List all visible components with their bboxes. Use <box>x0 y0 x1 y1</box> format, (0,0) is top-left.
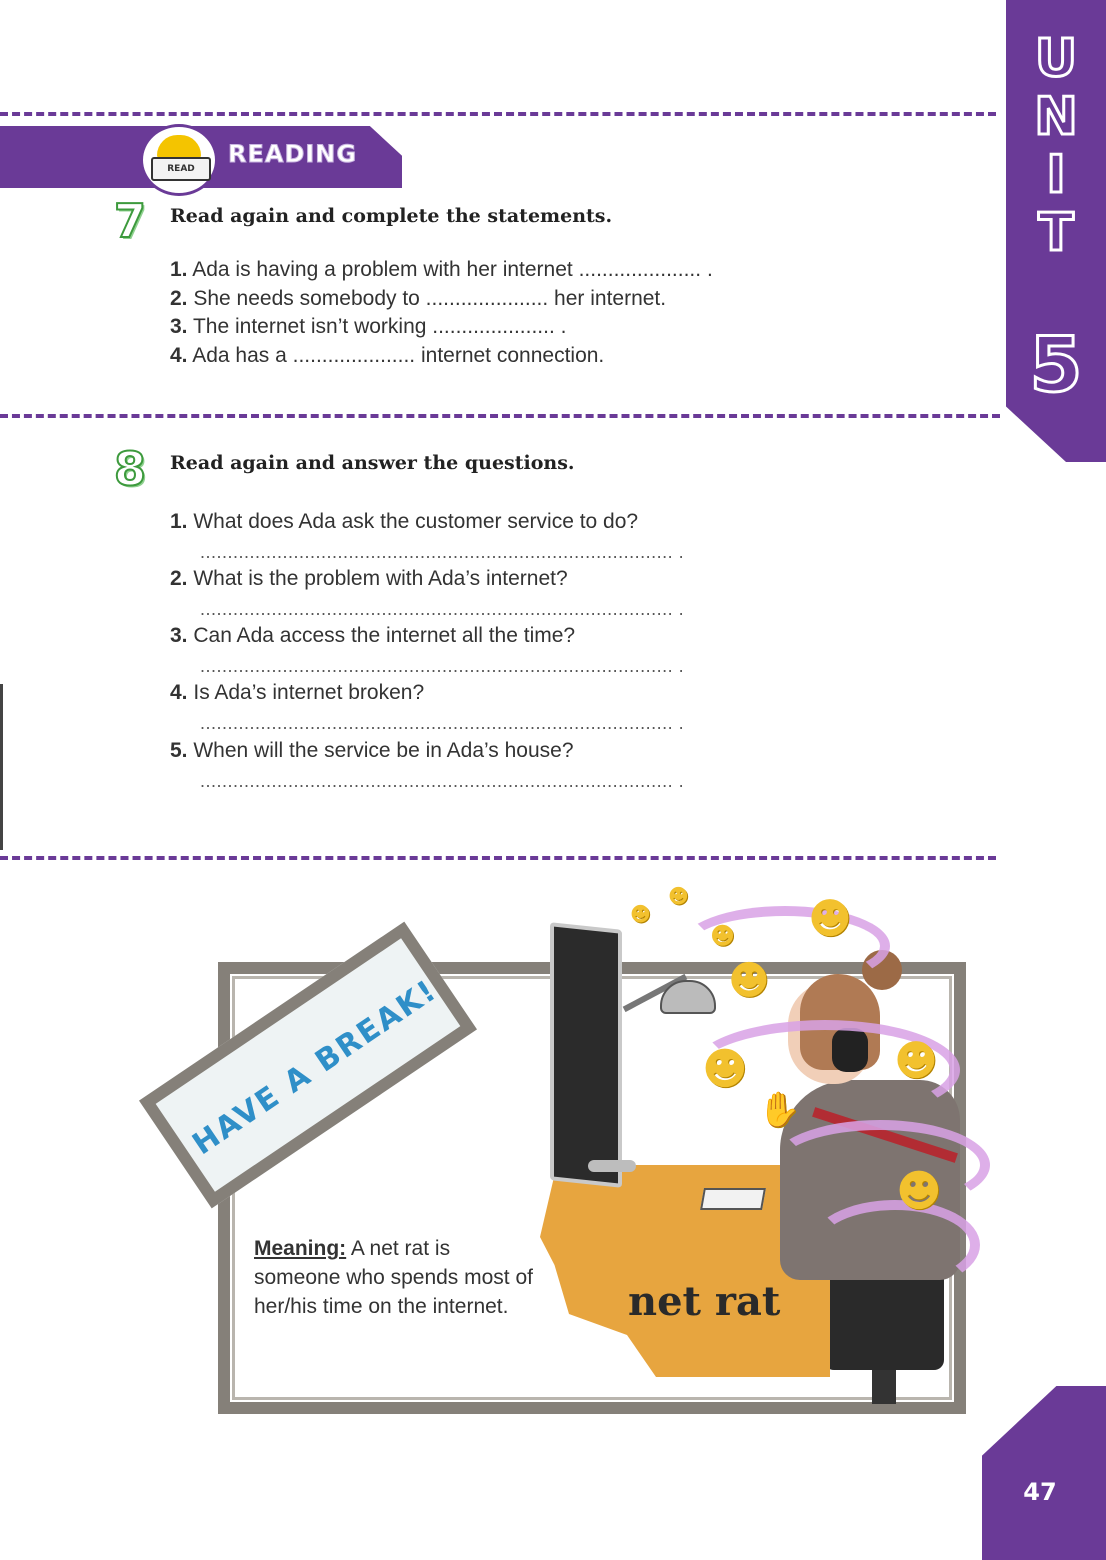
question-item <box>170 510 638 534</box>
question-item <box>170 567 568 591</box>
exercise-number: 8 <box>114 442 147 496</box>
item-number: 4. <box>170 344 188 367</box>
question-item <box>170 739 574 763</box>
section-title: READING <box>228 140 358 168</box>
statement-item <box>170 344 604 368</box>
answer-line: ...................................................................................... . <box>200 713 685 733</box>
meaning-text <box>254 1234 534 1321</box>
margin-rule <box>0 684 3 850</box>
item-text: What does Ada ask the customer service to do? <box>193 510 639 533</box>
halo-emoji-icon: ☻ <box>896 1166 942 1217</box>
middle-dashed-divider <box>0 414 1000 418</box>
emoji-swirl <box>810 1200 980 1290</box>
answer-line: ...................................................................................... . <box>200 771 685 791</box>
item-text: When will the service be in Ada’s house? <box>193 739 574 762</box>
item-number: 2. <box>170 567 188 590</box>
keyboard <box>700 1188 766 1210</box>
item-text: Ada is having a problem with her internet ..................... . <box>192 258 713 281</box>
monitor-stand <box>588 1160 636 1172</box>
answer-line: ...................................................................................... . <box>200 656 685 676</box>
item-number: 3. <box>170 315 188 338</box>
computer-monitor <box>550 922 622 1188</box>
idiom-label: net rat <box>628 1278 781 1325</box>
item-text: Ada has a ..................... internet connection. <box>192 344 605 367</box>
item-number: 1. <box>170 258 188 281</box>
unit-letter: I <box>1046 145 1066 205</box>
page-number: 47 <box>1023 1478 1057 1506</box>
unit-letter: N <box>1034 87 1078 147</box>
statement-item <box>170 315 566 339</box>
answer-line: ...................................................................................... . <box>200 542 685 562</box>
exercise-number: 7 <box>114 194 147 248</box>
item-text: Can Ada access the internet all the time? <box>193 624 576 647</box>
item-number: 2. <box>170 287 188 310</box>
question-item <box>170 681 424 705</box>
have-a-break-text: HAVE A BREAK! <box>186 972 444 1163</box>
exercise-instruction: Read again and answer the questions. <box>170 452 575 474</box>
item-number: 4. <box>170 681 188 704</box>
page-number-tab <box>982 1386 1106 1560</box>
lower-dashed-divider <box>0 856 996 860</box>
item-text: The internet isn’t working ..................... . <box>192 315 567 338</box>
item-number: 1. <box>170 510 188 533</box>
item-number: 3. <box>170 624 188 647</box>
chair-leg <box>872 1370 896 1404</box>
meaning-body: A net rat is someone who spends most of her/his time on the internet. <box>254 1237 533 1318</box>
question-item <box>170 624 575 648</box>
statement-item <box>170 287 666 311</box>
answer-line: ...................................................................................... . <box>200 599 685 619</box>
exercise-instruction: Read again and complete the statements. <box>170 205 613 227</box>
unit-letter: T <box>1038 203 1074 263</box>
unit-number: 5 <box>1029 320 1083 409</box>
hugging-emoji-icon: ☻ <box>702 1044 748 1095</box>
item-text: Is Ada’s internet broken? <box>193 681 425 704</box>
unit-letter: U <box>1034 29 1078 89</box>
unit-label <box>1006 30 1106 262</box>
emoji-swirl <box>770 1120 990 1210</box>
meaning-label: Meaning: <box>254 1237 347 1260</box>
statement-item <box>170 258 713 282</box>
clapping-emoji-icon: ✋ <box>758 1090 801 1130</box>
heart-eyes-emoji-icon: ☻ <box>668 884 689 908</box>
read-book-label: READ <box>151 157 211 181</box>
laughing-emoji-icon: ☻ <box>894 1036 938 1085</box>
top-dashed-divider <box>0 112 996 116</box>
book-icon <box>140 124 218 196</box>
thumbs-up-emoji-icon: ☻ <box>630 902 651 926</box>
item-text: What is the problem with Ada’s internet? <box>193 567 568 590</box>
grinning-emoji-icon: ☻ <box>808 894 852 943</box>
item-text: She needs somebody to ..................... her internet. <box>193 287 667 310</box>
item-number: 5. <box>170 739 188 762</box>
sun-shape <box>157 135 201 159</box>
sunglasses-emoji-icon: ☻ <box>728 958 770 1004</box>
star-eyes-emoji-icon: ☻ <box>710 922 736 950</box>
